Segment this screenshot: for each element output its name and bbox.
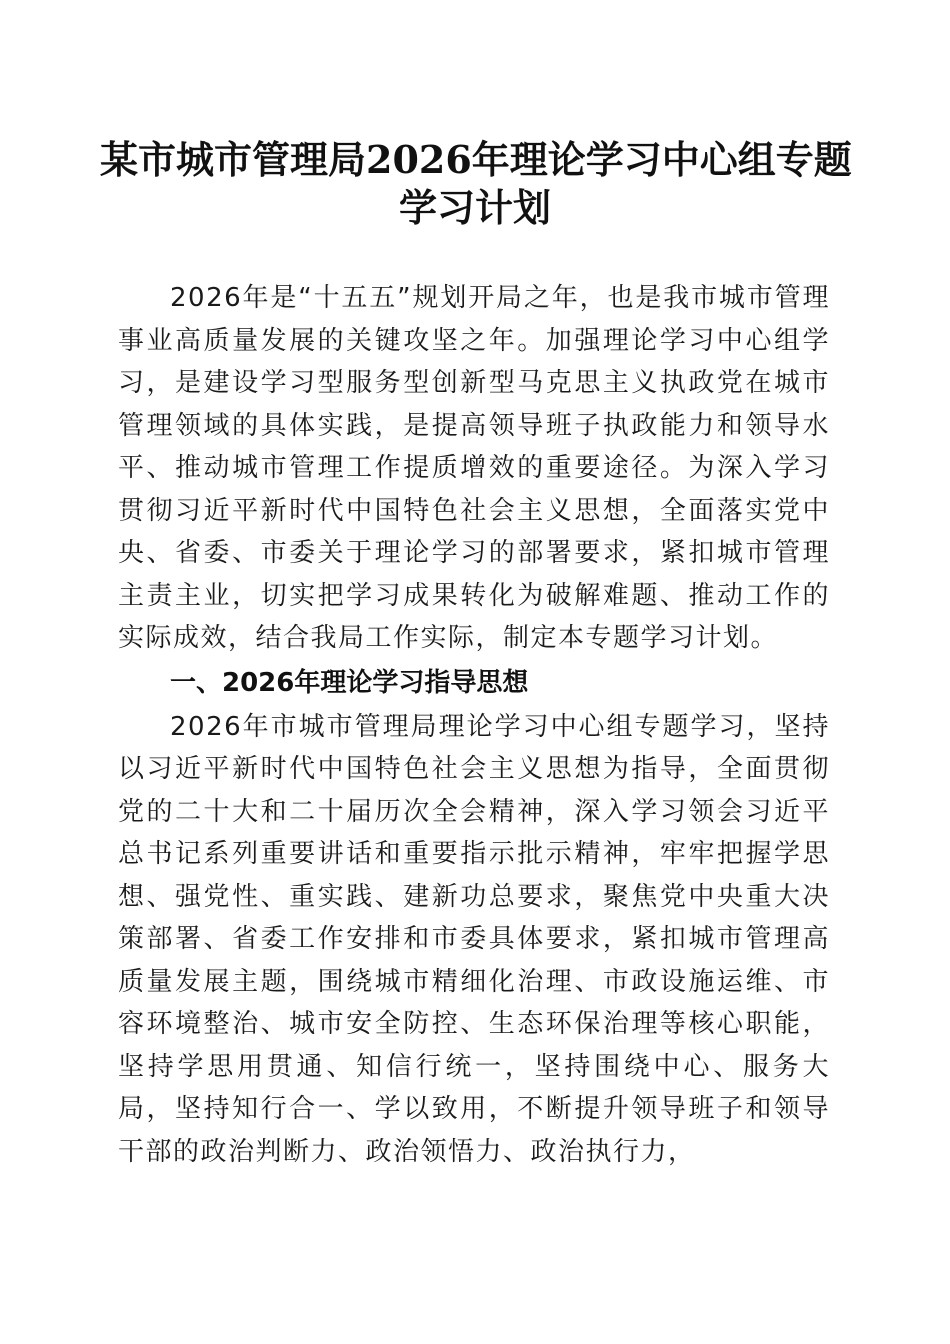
document-title-line-2: 学习计划 (398, 185, 551, 230)
document-body (118, 277, 830, 1173)
document-title (100, 136, 850, 232)
document-title-line-1: 某市城市管理局2026年理论学习中心组专题 (100, 137, 852, 182)
intro-paragraph: 2026年是“十五五”规划开局之年，也是我市城市管理事业高质量发展的关键攻坚之年。加强理论学习中心组学习，是建设学习型服务型创新型马克思主义执政党在城市管理领域的具体实践，是提高领导班子执政能力和领导水平、推动城市管理工作提质增效的重要途径。为深入学习贯彻习近平新时代中国特色社会主义思想，全面落实党中央、省委、市委关于理论学习的部署要求，紧扣城市管理主责主业，切实把学习成果转化为破解难题、推动工作的实际成效，结合我局工作实际，制定本专题学习计划。 (118, 283, 830, 653)
section-heading-guiding-ideology: 一、2026年理论学习指导思想 (170, 667, 529, 698)
guiding-ideology-paragraph: 2026年市城市管理局理论学习中心组专题学习，坚持以习近平新时代中国特色社会主义思想为指导，全面贯彻党的二十大和二十届历次全会精神，深入学习领会习近平总书记系列重要讲话和重要指示批示精神，牢牢把握学思想、强党性、重实践、建新功总要求，聚焦党中央重大决策部署、省委工作安排和市委具体要求，紧扣城市管理高质量发展主题，围绕城市精细化治理、市政设施运维、市容环境整治、城市安全防控、生态环保治理等核心职能，坚持学思用贯通、知信行统一，坚持围绕中心、服务大局，坚持知行合一、学以致用，不断提升领导班子和领导干部的政治判断力、政治领悟力、政治执行力， (118, 711, 830, 1167)
